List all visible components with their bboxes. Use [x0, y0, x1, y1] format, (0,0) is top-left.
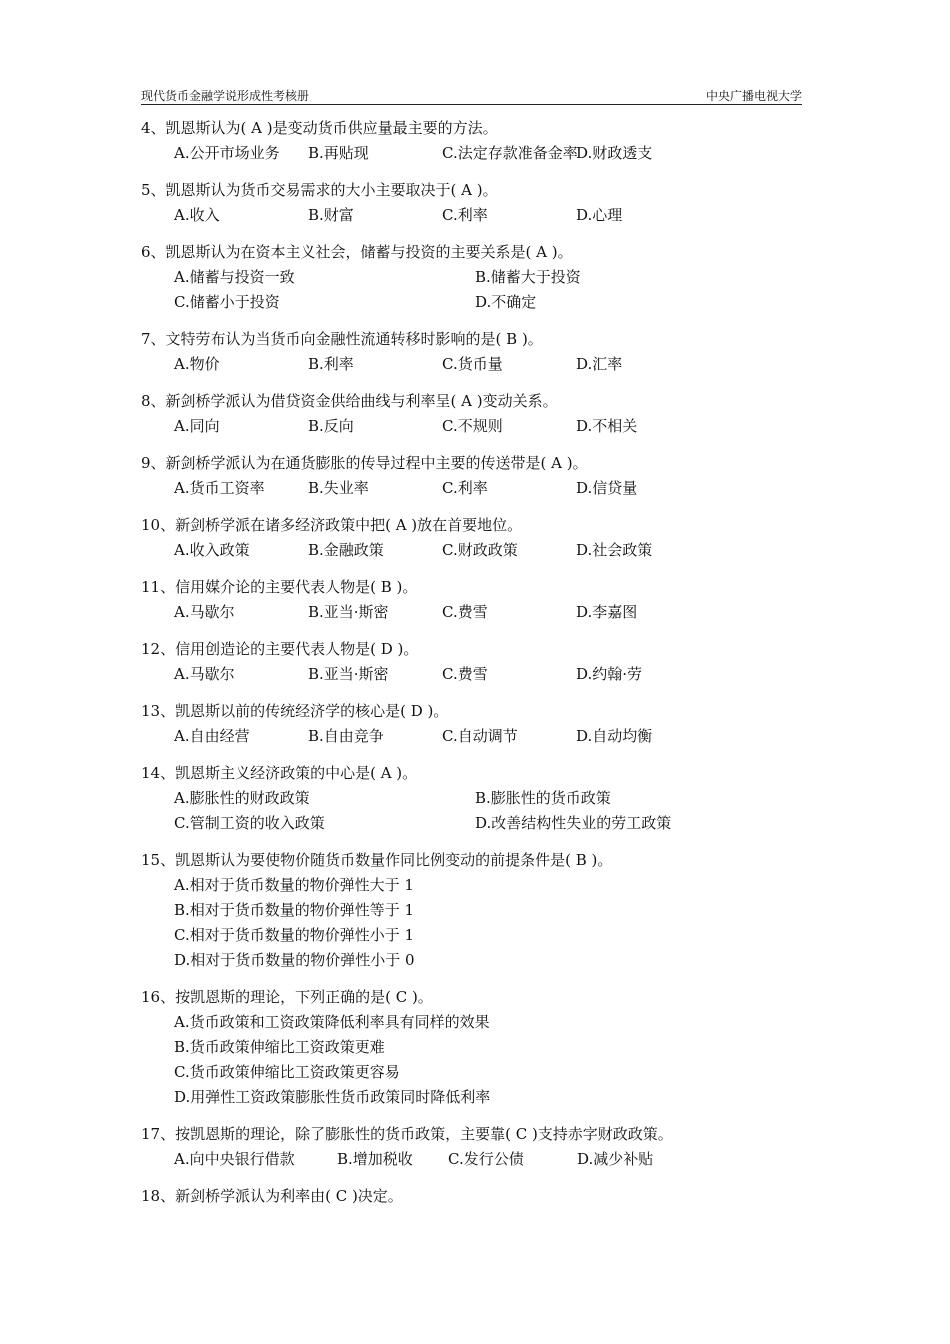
question-text: 7、文特劳布认为当货币向金融性流通转移时影响的是( B )。	[141, 330, 543, 348]
option-row	[174, 265, 821, 290]
option-d: D.相对于货币数量的物价弹性小于 0	[174, 951, 415, 969]
option-b: B.自由竞争	[308, 727, 384, 745]
option-row	[174, 476, 821, 501]
option-d: D.财政透支	[576, 144, 653, 162]
option-c: C.不规则	[442, 417, 503, 435]
option-b: B.金融政策	[308, 541, 384, 559]
option-a: A.公开市场业务	[174, 144, 280, 162]
question-item	[141, 761, 821, 848]
option-c: C.管制工资的收入政策	[174, 814, 325, 832]
question-item	[141, 1122, 821, 1184]
option-a: A.货币政策和工资政策降低利率具有同样的效果	[174, 1013, 490, 1031]
option-c: C.发行公债	[448, 1150, 524, 1168]
question-text: 9、新剑桥学派认为在通货膨胀的传导过程中主要的传送带是( A )。	[141, 454, 588, 472]
option-d: D.汇率	[576, 355, 623, 373]
option-row	[174, 662, 821, 687]
question-list	[141, 116, 821, 1246]
option-row	[174, 203, 821, 228]
option-c: C.法定存款准备金率	[442, 144, 578, 162]
question-text: 13、凯恩斯以前的传统经济学的核心是( D )。	[141, 702, 449, 720]
option-b: B.亚当·斯密	[308, 665, 389, 683]
question-item	[141, 178, 821, 240]
option-a: A.收入政策	[174, 541, 250, 559]
question-item	[141, 848, 821, 985]
question-item	[141, 513, 821, 575]
option-a: A.同向	[174, 417, 220, 435]
question-text: 6、凯恩斯认为在资本主义社会，储蓄与投资的主要关系是( A )。	[141, 243, 573, 261]
question-text: 11、信用媒介论的主要代表人物是( B )。	[141, 578, 418, 596]
option-d: D.不确定	[475, 293, 537, 311]
option-b: B.亚当·斯密	[308, 603, 389, 621]
option-row	[174, 811, 821, 836]
option-row	[174, 414, 821, 439]
option-c: C.利率	[442, 479, 488, 497]
option-b: B.再贴现	[308, 144, 369, 162]
option-b: B.储蓄大于投资	[475, 268, 581, 286]
question-text: 15、凯恩斯认为要使物价随货币数量作同比例变动的前提条件是( B )。	[141, 851, 613, 869]
question-item	[141, 451, 821, 513]
header-university: 中央广播电视大学	[705, 89, 802, 103]
option-b: B.财富	[308, 206, 354, 224]
question-item	[141, 1184, 821, 1246]
option-b: B.膨胀性的货币政策	[475, 789, 611, 807]
question-text: 12、信用创造论的主要代表人物是( D )。	[141, 640, 419, 658]
option-d: D.用弹性工资政策膨胀性货币政策同时降低利率	[174, 1088, 491, 1106]
option-c: C.货币政策伸缩比工资政策更容易	[174, 1063, 400, 1081]
header-book-title: 现代货币金融学说形成性考核册	[141, 89, 310, 103]
option-a: A.自由经营	[174, 727, 250, 745]
page-header	[141, 88, 802, 105]
option-d: D.约翰·劳	[576, 665, 643, 683]
option-d: D.社会政策	[576, 541, 653, 559]
option-c: C.储蓄小于投资	[174, 293, 280, 311]
option-a: A.货币工资率	[174, 479, 265, 497]
option-a: A.物价	[174, 355, 220, 373]
option-c: C.自动调节	[442, 727, 518, 745]
question-text: 8、新剑桥学派认为借贷资金供给曲线与利率呈( A )变动关系。	[141, 392, 558, 410]
option-a: A.马歇尔	[174, 603, 235, 621]
question-item	[141, 575, 821, 637]
option-a: A.向中央银行借款	[174, 1150, 295, 1168]
option-b: B.失业率	[308, 479, 369, 497]
option-d: D.改善结构性失业的劳工政策	[475, 814, 672, 832]
option-row	[174, 352, 821, 377]
option-a: A.膨胀性的财政政策	[174, 789, 310, 807]
question-item	[141, 327, 821, 389]
option-d: D.减少补贴	[577, 1150, 654, 1168]
option-c: C.利率	[442, 206, 488, 224]
option-d: D.李嘉图	[576, 603, 638, 621]
option-row	[174, 724, 821, 749]
option-b: B.货币政策伸缩比工资政策更难	[174, 1038, 385, 1056]
option-a: A.相对于货币数量的物价弹性大于 1	[174, 876, 414, 894]
question-text: 18、新剑桥学派认为利率由( C )决定。	[141, 1187, 403, 1205]
option-row	[174, 538, 821, 563]
option-b: B.相对于货币数量的物价弹性等于 1	[174, 901, 415, 919]
option-row	[174, 290, 821, 315]
question-text: 10、新剑桥学派在诸多经济政策中把( A )放在首要地位。	[141, 516, 523, 534]
option-c: C.费雪	[442, 665, 488, 683]
question-text: 17、按凯恩斯的理论，除了膨胀性的货币政策，主要靠( C )支持赤字财政政策。	[141, 1125, 673, 1143]
option-d: D.不相关	[576, 417, 638, 435]
option-c: C.相对于货币数量的物价弹性小于 1	[174, 926, 415, 944]
question-item	[141, 240, 821, 327]
option-c: C.费雪	[442, 603, 488, 621]
option-row	[174, 141, 821, 166]
question-item	[141, 389, 821, 451]
question-text: 16、按凯恩斯的理论，下列正确的是( C )。	[141, 988, 433, 1006]
option-b: B.反向	[308, 417, 354, 435]
question-text: 5、凯恩斯认为货币交易需求的大小主要取决于( A )。	[141, 181, 498, 199]
option-row	[174, 786, 821, 811]
question-text: 14、凯恩斯主义经济政策的中心是( A )。	[141, 764, 418, 782]
question-item	[141, 116, 821, 178]
question-item	[141, 699, 821, 761]
option-d: D.信贷量	[576, 479, 638, 497]
option-b: B.增加税收	[337, 1150, 413, 1168]
option-c: C.财政政策	[442, 541, 518, 559]
option-d: D.心理	[576, 206, 623, 224]
option-b: B.利率	[308, 355, 354, 373]
question-item	[141, 637, 821, 699]
question-text: 4、凯恩斯认为( A )是变动货币供应量最主要的方法。	[141, 119, 498, 137]
option-row	[174, 1147, 821, 1172]
option-c: C.货币量	[442, 355, 503, 373]
option-a: A.收入	[174, 206, 220, 224]
option-row	[174, 600, 821, 625]
option-a: A.马歇尔	[174, 665, 235, 683]
option-d: D.自动均衡	[576, 727, 653, 745]
question-item	[141, 985, 821, 1122]
option-a: A.储蓄与投资一致	[174, 268, 295, 286]
